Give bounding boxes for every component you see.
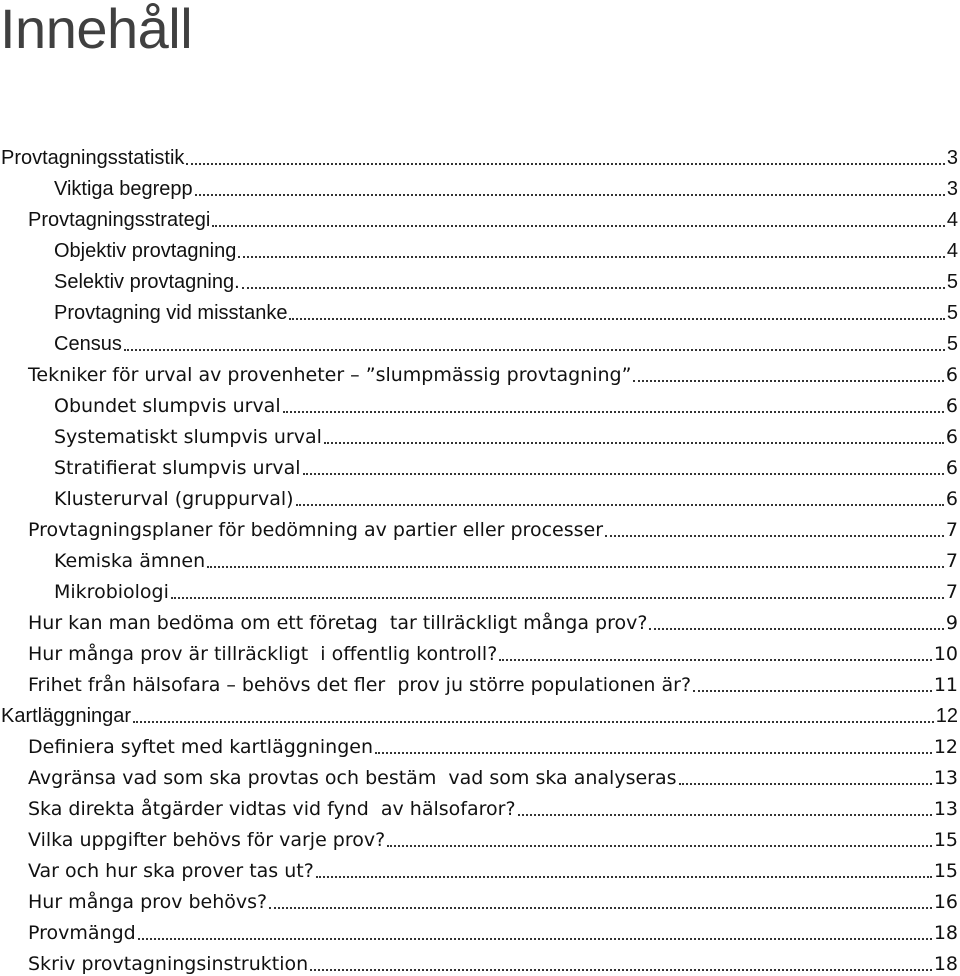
toc-entry[interactable] bbox=[0, 945, 960, 976]
toc-entry-title: Viktiga begrepp bbox=[54, 178, 193, 200]
toc-page-number: 5 bbox=[946, 271, 958, 293]
toc-page-number: 6 bbox=[945, 364, 958, 386]
dot-leader bbox=[693, 688, 932, 692]
toc-entry-title: Selektiv provtagning. bbox=[54, 271, 240, 293]
toc-entry-title: Hur kan man bedöma om ett företag tar tillräckligt många prov? bbox=[28, 612, 648, 634]
toc-entry[interactable] bbox=[0, 139, 960, 170]
toc-entry[interactable] bbox=[0, 480, 960, 511]
toc-entry-title: Provtagningsstrategi bbox=[28, 209, 211, 231]
toc-entry-title: Stratifierat slumpvis urval bbox=[54, 457, 301, 479]
dot-leader bbox=[195, 192, 945, 196]
toc-entry[interactable] bbox=[0, 294, 960, 325]
toc-entry-title: Klusterurval (gruppurval) bbox=[54, 488, 294, 510]
toc-entry-title: Provtagning vid misstanke bbox=[54, 302, 288, 324]
toc-entry[interactable] bbox=[0, 263, 960, 294]
dot-leader bbox=[324, 440, 944, 444]
toc-entry[interactable] bbox=[0, 356, 960, 387]
toc-page-number: 18 bbox=[933, 953, 958, 975]
toc-entry-title: Skriv provtagningsinstruktion bbox=[28, 953, 309, 975]
toc-page-number: 7 bbox=[945, 550, 958, 572]
toc-page-number: 10 bbox=[933, 643, 958, 665]
dot-leader bbox=[269, 905, 932, 909]
toc-page-number: 16 bbox=[933, 891, 958, 913]
toc-entry-title: Kemiska ämnen bbox=[54, 550, 206, 572]
toc-entry-title: Frihet från hälsofara – behövs det fler prov ju större populationen är? bbox=[28, 674, 692, 696]
toc-entry[interactable] bbox=[0, 170, 960, 201]
toc-page-number: 4 bbox=[946, 240, 958, 262]
toc-page-number: 15 bbox=[933, 829, 958, 851]
toc-entry-title: Kartläggningar bbox=[1, 705, 132, 727]
dot-leader bbox=[303, 471, 944, 475]
dot-leader bbox=[289, 316, 944, 320]
dot-leader bbox=[171, 595, 944, 599]
toc-page-number: 3 bbox=[946, 147, 958, 169]
dot-leader bbox=[387, 843, 932, 847]
toc-entry[interactable] bbox=[0, 759, 960, 790]
toc-page-number: 13 bbox=[933, 798, 958, 820]
toc-page-number: 7 bbox=[945, 581, 958, 603]
toc-entry[interactable] bbox=[0, 790, 960, 821]
dot-leader bbox=[633, 378, 943, 382]
toc-entry-title: Vilka uppgifter behövs för varje prov? bbox=[28, 829, 386, 851]
dot-leader bbox=[124, 347, 945, 351]
toc-entry[interactable] bbox=[0, 449, 960, 480]
dot-leader bbox=[283, 409, 944, 413]
toc-page-number: 6 bbox=[945, 488, 958, 510]
toc-page-number: 15 bbox=[933, 860, 958, 882]
toc-page-number: 6 bbox=[945, 426, 958, 448]
toc-page-number: 9 bbox=[945, 612, 958, 634]
toc-entry-title: Var och hur ska prover tas ut? bbox=[28, 860, 314, 882]
toc-entry[interactable] bbox=[0, 201, 960, 232]
toc-page-number: 12 bbox=[935, 705, 958, 727]
toc-entry-title: Tekniker för urval av provenheter – ”slumpmässig provtagning” bbox=[28, 364, 632, 386]
dot-leader bbox=[679, 781, 932, 785]
toc-entry[interactable] bbox=[0, 697, 960, 728]
toc-page-number: 18 bbox=[933, 922, 958, 944]
toc-entry-title: Ska direkta åtgärder vidtas vid fynd av hälsofaror? bbox=[28, 798, 516, 820]
toc-entry-title: Systematiskt slumpvis urval bbox=[54, 426, 322, 448]
toc-entry[interactable] bbox=[0, 387, 960, 418]
toc-entry-title: Mikrobiologi bbox=[54, 581, 169, 603]
toc-entry[interactable] bbox=[0, 418, 960, 449]
dot-leader bbox=[316, 874, 932, 878]
dot-leader bbox=[310, 967, 932, 971]
toc-entry[interactable] bbox=[0, 666, 960, 697]
toc-entry[interactable] bbox=[0, 883, 960, 914]
toc-page-number: 4 bbox=[946, 209, 958, 231]
dot-leader bbox=[518, 812, 932, 816]
dot-leader bbox=[207, 564, 944, 568]
toc-entry[interactable] bbox=[0, 511, 960, 542]
toc-page-number: 5 bbox=[946, 302, 958, 324]
toc-entry[interactable] bbox=[0, 728, 960, 759]
toc-entry[interactable] bbox=[0, 573, 960, 604]
toc-entry[interactable] bbox=[0, 542, 960, 573]
toc-entry-title: Provtagningsplaner för bedömning av partier eller processer bbox=[28, 519, 604, 541]
page-title: Innehåll bbox=[0, 0, 193, 60]
dot-leader bbox=[242, 285, 945, 289]
toc-entry[interactable] bbox=[0, 821, 960, 852]
toc-entry-title: Provmängd bbox=[28, 922, 136, 944]
toc-entry-title: Hur många prov är tillräckligt i offentlig kontroll? bbox=[28, 643, 498, 665]
toc-entry[interactable] bbox=[0, 604, 960, 635]
dot-leader bbox=[133, 719, 934, 723]
toc-entry-title: Provtagningsstatistik bbox=[1, 147, 185, 169]
toc-entry[interactable] bbox=[0, 914, 960, 945]
toc-page-number: 3 bbox=[946, 178, 958, 200]
dot-leader bbox=[296, 502, 944, 506]
toc-entry[interactable] bbox=[0, 232, 960, 263]
toc-page-number: 6 bbox=[945, 457, 958, 479]
toc-page-number: 7 bbox=[945, 519, 958, 541]
dot-leader bbox=[499, 657, 932, 661]
toc-entry-title: Hur många prov behövs? bbox=[28, 891, 268, 913]
toc-page-number: 6 bbox=[945, 395, 958, 417]
toc-entry[interactable] bbox=[0, 852, 960, 883]
toc-entry-title: Definiera syftet med kartläggningen bbox=[28, 736, 373, 758]
dot-leader bbox=[238, 254, 945, 258]
dot-leader bbox=[649, 626, 943, 630]
dot-leader bbox=[212, 223, 945, 227]
toc-entry[interactable] bbox=[0, 635, 960, 666]
toc-entry-title: Census bbox=[54, 333, 122, 355]
toc-entry-title: Avgränsa vad som ska provtas och bestäm vad som ska analyseras bbox=[28, 767, 677, 789]
dot-leader bbox=[138, 936, 932, 940]
dot-leader bbox=[605, 533, 944, 537]
toc-page-number: 11 bbox=[933, 674, 958, 696]
dot-leader bbox=[186, 161, 944, 165]
table-of-contents bbox=[0, 139, 960, 976]
toc-page-number: 5 bbox=[946, 333, 958, 355]
toc-entry-title: Obundet slumpvis urval bbox=[54, 395, 281, 417]
dot-leader bbox=[375, 750, 932, 754]
toc-entry-title: Objektiv provtagning bbox=[54, 240, 237, 262]
toc-page-number: 12 bbox=[933, 736, 958, 758]
toc-entry[interactable] bbox=[0, 325, 960, 356]
toc-page-number: 13 bbox=[933, 767, 958, 789]
